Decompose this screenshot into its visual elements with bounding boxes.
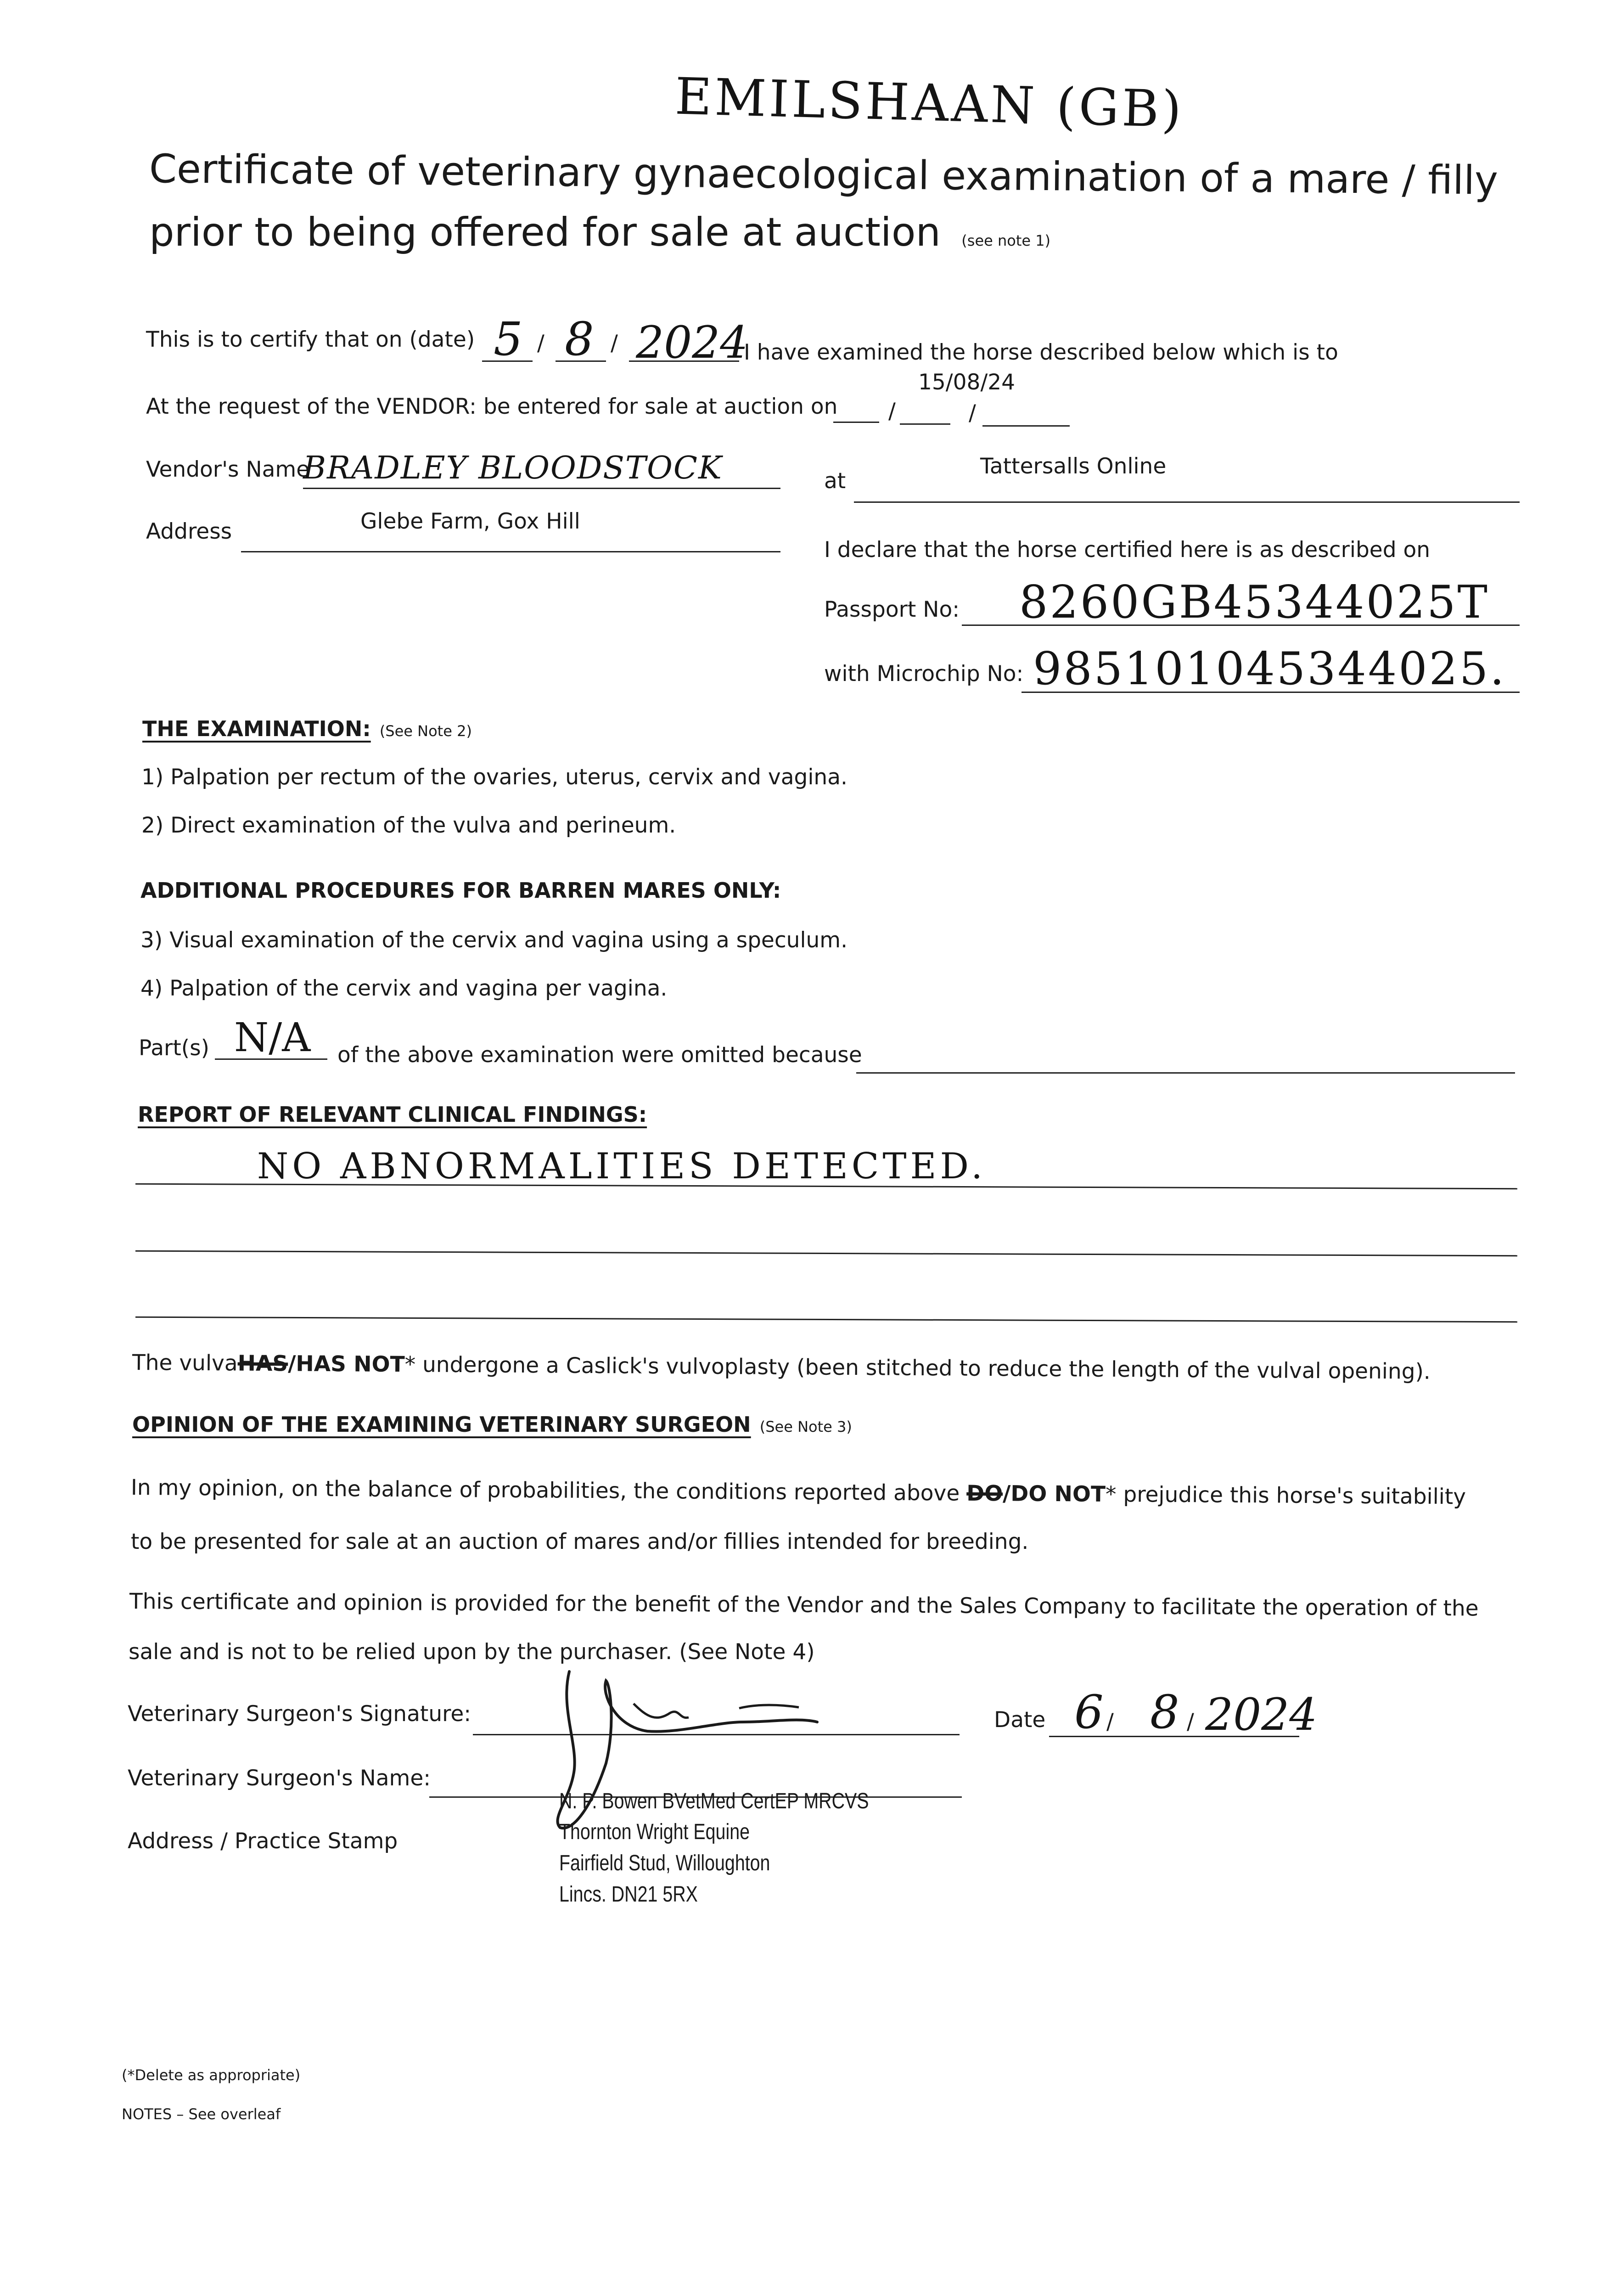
omitted-text: of the above examination were omitted because <box>337 1042 862 1068</box>
date-month[interactable]: 8 <box>1150 1685 1179 1739</box>
opinion-heading: OPINION OF THE EXAMINING VETERINARY SURGEON <box>132 1412 751 1437</box>
vet-name-label: Veterinary Surgeon's Name: <box>128 1766 431 1791</box>
address-line <box>241 551 780 552</box>
certify-year-line <box>629 360 739 362</box>
opinion-line1-prefix: In my opinion, on the balance of probabilities, the conditions reported above <box>130 1475 960 1506</box>
signature-text <box>780 1694 782 1695</box>
delete-note: (*Delete as appropriate) <box>122 2066 301 2084</box>
certify-month-line <box>556 360 606 362</box>
stamp-line-3: Fairfield Stud, Willoughton <box>559 1851 770 1875</box>
vulva-star: * <box>404 1352 416 1378</box>
notes-footer: NOTES – See overleaf <box>122 2105 281 2123</box>
stamp-line-2: Thornton Wright Equine <box>559 1820 750 1844</box>
title-line2-text: prior to being offered for sale at auction <box>149 209 941 255</box>
vulva-option-has[interactable]: HAS <box>237 1351 288 1377</box>
opinion-star: * <box>1105 1481 1117 1507</box>
at-line <box>854 501 1520 503</box>
auction-slash2: / <box>969 400 976 426</box>
microchip-label: with Microchip No: <box>824 661 1024 687</box>
date-sep2: / <box>1187 1709 1194 1734</box>
certify-prefix: This is to certify that on (date) <box>146 327 475 352</box>
auction-slash1: / <box>888 399 896 424</box>
examination-note: (See Note 2) <box>379 722 472 740</box>
vendor-name-line <box>303 488 780 489</box>
opinion-line1-suffix: prejudice this horse's suitability <box>1123 1482 1466 1510</box>
passport-value[interactable]: 8260GB45344025T <box>1019 576 1489 629</box>
stamp-line-1: N. P. Bowen BVetMed CertEP MRCVS <box>559 1789 869 1813</box>
opinion-option-do[interactable]: DO <box>966 1480 1003 1507</box>
omitted-reason-line <box>856 1072 1515 1074</box>
passport-label: Passport No: <box>824 597 960 622</box>
parts-label: Part(s) <box>139 1035 209 1061</box>
vendor-name-value[interactable]: BRADLEY BLOODSTOCK <box>303 450 723 486</box>
date-line <box>1049 1736 1299 1737</box>
opinion-slash: / <box>1002 1481 1011 1507</box>
certify-year[interactable]: 2024 <box>636 317 748 368</box>
certify-sep1: / <box>537 331 544 356</box>
certificate-title-line1: Certificate of veterinary gynaecological examination of a mare / filly <box>149 146 1499 204</box>
vulva-suffix: undergone a Caslick's vulvoplasty (been stitched to reduce the length of the vulval opening). <box>422 1352 1431 1384</box>
date-label: Date <box>994 1707 1046 1733</box>
title-note: (see note 1) <box>961 232 1051 249</box>
microchip-value[interactable]: 985101045344025. <box>1033 643 1506 695</box>
stamp-label: Address / Practice Stamp <box>128 1829 398 1854</box>
parts-line <box>215 1058 327 1060</box>
declare-text: I declare that the horse certified here is as described on <box>824 537 1431 563</box>
at-label: at <box>824 468 846 494</box>
opinion-note: (See Note 3) <box>759 1418 852 1435</box>
date-year[interactable]: 2024 <box>1205 1689 1318 1740</box>
date-sep1: / <box>1106 1709 1114 1734</box>
at-value[interactable]: Tattersalls Online <box>980 454 1167 479</box>
vulva-slash: / <box>288 1351 296 1377</box>
passport-line <box>962 625 1520 626</box>
additional-heading: ADDITIONAL PROCEDURES FOR BARREN MARES ONLY: <box>140 878 781 903</box>
auction-month-line <box>900 423 950 425</box>
report-finding[interactable]: NO ABNORMALITIES DETECTED. <box>257 1146 987 1187</box>
microchip-line <box>1021 692 1520 693</box>
opinion-line-2: to be presented for sale at an auction of mares and/or fillies intended for breeding. <box>131 1529 1029 1554</box>
parts-value[interactable]: N/A <box>234 1015 311 1061</box>
auction-year-line <box>982 425 1070 427</box>
examination-heading: THE EXAMINATION: <box>142 716 371 741</box>
certify-suffix: I have examined the horse described below which is to <box>744 340 1338 365</box>
vulva-statement <box>132 1350 1431 1384</box>
date-day[interactable]: 6 <box>1074 1685 1104 1739</box>
benefit-line-2: sale and is not to be relied upon by the purchaser. (See Note 4) <box>129 1639 815 1665</box>
examination-heading-row <box>142 716 472 741</box>
signature-label: Veterinary Surgeon's Signature: <box>128 1701 471 1727</box>
vulva-option-has-not[interactable]: HAS NOT <box>296 1351 405 1378</box>
examination-item-1: 1) Palpation per rectum of the ovaries, uterus, cervix and vagina. <box>141 765 847 790</box>
horse-name-handwritten: EMILSHAAN (GB) <box>674 67 1185 139</box>
request-label: At the request of the VENDOR: be entered for sale at auction on <box>146 394 838 419</box>
certify-month[interactable]: 8 <box>565 312 594 366</box>
examination-item-2: 2) Direct examination of the vulva and perineum. <box>141 813 676 838</box>
opinion-option-do-not[interactable]: DO NOT <box>1010 1481 1106 1507</box>
benefit-line-1: This certificate and opinion is provided for the benefit of the Vendor and the Sales Company to facilitate the operation of the <box>129 1589 1479 1621</box>
vulva-prefix: The vulva <box>132 1350 238 1376</box>
report-heading: REPORT OF RELEVANT CLINICAL FINDINGS: <box>138 1102 647 1127</box>
examination-item-3: 3) Visual examination of the cervix and vagina using a speculum. <box>140 928 848 953</box>
vendor-name-label: Vendor's Name <box>146 457 310 482</box>
certify-day[interactable]: 5 <box>494 312 523 366</box>
address-label: Address <box>146 519 232 544</box>
report-line-3 <box>135 1317 1517 1323</box>
stamp-line-4: Lincs. DN21 5RX <box>559 1882 698 1907</box>
auction-date[interactable]: 15/08/24 <box>918 370 1016 395</box>
certify-day-line <box>482 360 533 362</box>
examination-item-4: 4) Palpation of the cervix and vagina per vagina. <box>140 976 668 1001</box>
auction-day-line <box>833 422 879 423</box>
certify-sep2: / <box>611 331 618 356</box>
certificate-title-line2 <box>149 209 1050 255</box>
address-value[interactable]: Glebe Farm, Gox Hill <box>360 509 580 534</box>
opinion-heading-row <box>132 1412 852 1437</box>
report-line-2 <box>135 1250 1517 1257</box>
opinion-line-1 <box>131 1475 1466 1509</box>
